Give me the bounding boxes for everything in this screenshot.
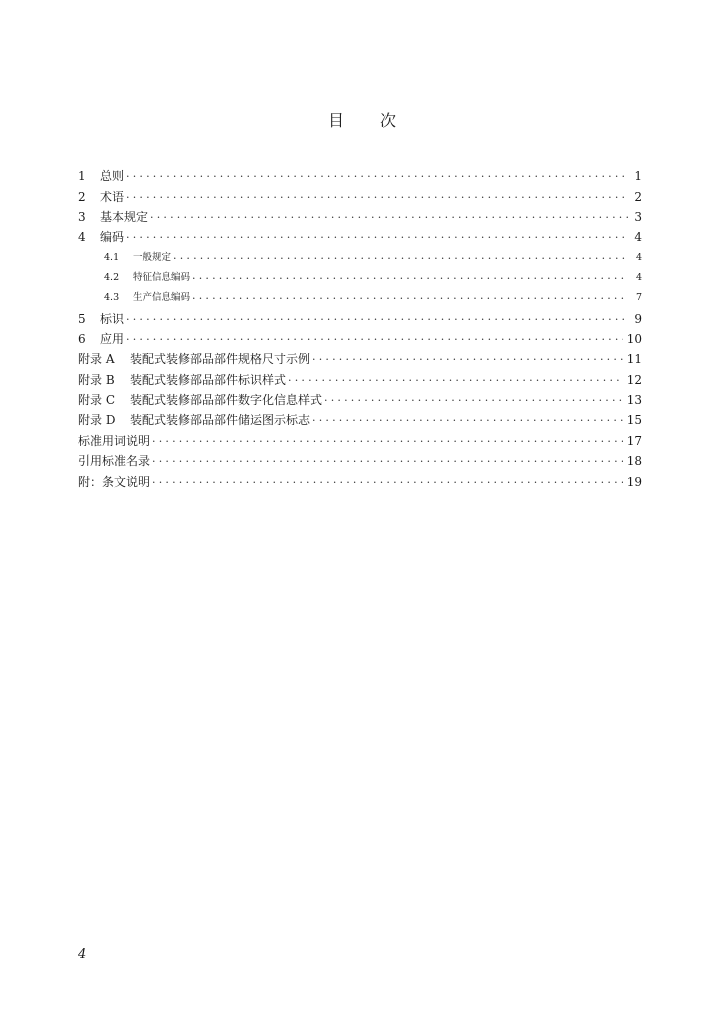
toc-subentry[interactable] (78, 265, 642, 285)
toc-entry-label: 附：条文说明 (78, 474, 151, 489)
toc-leader-dots (152, 432, 623, 446)
toc-entry-page: 9 (634, 311, 642, 326)
toc-entry-page: 4 (634, 230, 642, 245)
toc-entry[interactable] (78, 427, 642, 447)
toc-entry[interactable] (78, 163, 642, 183)
toc-entry-number: 4.3 (104, 292, 120, 304)
toc-entry-page: 7 (635, 292, 642, 304)
toc-entry[interactable] (78, 448, 642, 468)
toc-entry-label: 标准用词说明 (78, 433, 151, 448)
toc-appendix-entry[interactable] (78, 346, 642, 366)
toc-entry[interactable] (78, 468, 642, 488)
toc-entry-number: 2 (78, 189, 86, 204)
toc-leader-dots (288, 371, 623, 385)
toc-entry[interactable] (78, 204, 642, 224)
toc-entry-label: 装配式装修部品部件规格尺寸示例 (130, 352, 311, 367)
toc-leader-dots (126, 228, 628, 242)
toc-entry-page: 2 (634, 189, 642, 204)
title-char-1: 目 (327, 111, 344, 130)
toc-entry-number: 6 (78, 332, 86, 347)
toc-leader-dots (312, 411, 623, 425)
title-char-2: 次 (380, 111, 397, 130)
toc-leader-dots (150, 208, 628, 222)
toc-leader-dots (126, 188, 628, 202)
toc-entry-label: 标识 (100, 311, 125, 326)
toc-leader-dots (192, 289, 628, 303)
toc-entry[interactable] (78, 224, 642, 244)
toc-entry-page: 10 (626, 332, 642, 347)
toc-entry-number: 1 (78, 169, 86, 184)
toc-entry-number: 附录 D (78, 413, 116, 428)
toc-entry-label: 装配式装修部品部件储运图示标志 (130, 413, 311, 428)
toc-leader-dots (192, 269, 628, 283)
toc-leader-dots (152, 473, 623, 487)
toc-entry-label: 术语 (100, 189, 125, 204)
toc-entry-label: 应用 (100, 332, 125, 347)
toc-subentry[interactable] (78, 285, 642, 305)
toc-appendix-entry[interactable] (78, 407, 642, 427)
toc-entry-page: 19 (626, 474, 642, 489)
toc-entry-page: 3 (634, 210, 642, 225)
toc-entry-number: 4.2 (104, 272, 120, 284)
toc-entry-page: 18 (626, 454, 642, 469)
toc-entry-page: 13 (626, 393, 642, 408)
toc-entry-number: 附录 A (78, 352, 115, 367)
toc-entry-label: 基本规定 (100, 210, 149, 225)
toc-entry-number: 5 (78, 311, 86, 326)
toc-entry-page: 1 (634, 169, 642, 184)
page-number: 4 (78, 947, 87, 962)
toc-leader-dots (126, 330, 623, 344)
toc-leader-dots (324, 391, 623, 405)
toc-appendix-entry[interactable] (78, 387, 642, 407)
toc-subentry[interactable] (78, 244, 642, 264)
toc-entry-number: 4.1 (104, 251, 120, 263)
toc-entry-number: 附录 B (78, 372, 115, 387)
toc-entry-label: 生产信息编码 (133, 292, 191, 304)
toc-entry-label: 装配式装修部品部件标识样式 (130, 372, 287, 387)
toc-entry-label: 装配式装修部品部件数字化信息样式 (130, 393, 323, 408)
table-of-contents (78, 163, 642, 489)
toc-leader-dots (126, 310, 628, 324)
toc-entry-page: 11 (626, 352, 642, 367)
toc-appendix-entry[interactable] (78, 366, 642, 386)
toc-entry-label: 特征信息编码 (133, 272, 191, 284)
toc-entry-number: 3 (78, 210, 86, 225)
toc-entry-label: 总则 (100, 169, 125, 184)
toc-entry-label: 引用标准名录 (78, 454, 151, 469)
toc-entry-page: 17 (626, 433, 642, 448)
toc-entry-number: 4 (78, 230, 86, 245)
toc-leader-dots (173, 249, 628, 263)
toc-entry-label: 编码 (100, 230, 125, 245)
toc-leader-dots (152, 452, 623, 466)
toc-entry-page: 4 (635, 272, 642, 284)
toc-entry[interactable] (78, 183, 642, 203)
page-title (0, 108, 724, 131)
toc-entry-page: 12 (626, 372, 642, 387)
toc-leader-dots (312, 350, 623, 364)
toc-leader-dots (126, 167, 628, 181)
toc-entry-page: 4 (635, 251, 642, 263)
toc-entry-number: 附录 C (78, 393, 115, 408)
toc-entry-page: 15 (626, 413, 642, 428)
toc-entry-label: 一般规定 (133, 251, 172, 263)
toc-entry[interactable] (78, 305, 642, 325)
toc-entry[interactable] (78, 326, 642, 346)
